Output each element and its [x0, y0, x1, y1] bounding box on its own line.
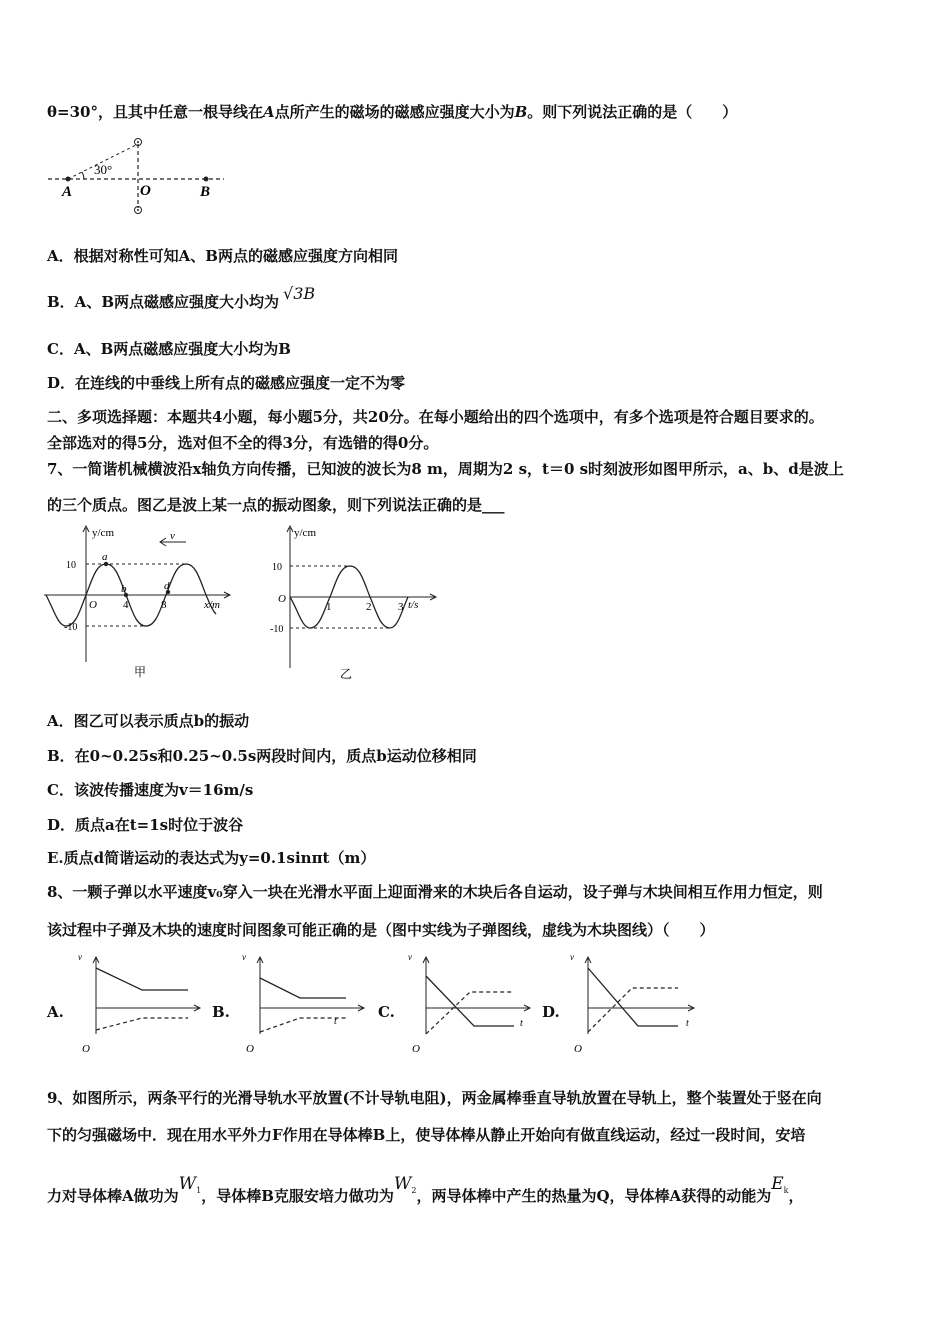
q9-w1-sub: 1 — [196, 1186, 202, 1195]
point-b-label: B — [200, 184, 211, 200]
q6-stem — [47, 102, 737, 122]
q9-w2: W — [393, 1174, 412, 1194]
section2-line2: 全部选对的得5分，选对但不全的得3分，有选错的得0分。 — [47, 434, 439, 452]
q7-option-b: B．在0~0.25s和0.25~0.5s两段时间内，质点b运动位移相同 — [47, 747, 477, 765]
q8-label-a: A. — [47, 1003, 64, 1021]
q6-stem-text: θ=30°，且其中任意一根导线在 — [47, 103, 263, 121]
jia-origin: O — [89, 599, 97, 611]
yi-tick-m10: -10 — [270, 624, 284, 635]
q9-line3-d: ， — [788, 1187, 804, 1205]
q8-label-c: C. — [378, 1003, 395, 1021]
qd-t-label: t — [686, 1018, 689, 1029]
q8-graph-c — [402, 948, 537, 1058]
yi-xlabel: t/s — [408, 599, 419, 611]
yi-tick-1: 1 — [326, 601, 332, 613]
yi-tick-2: 2 — [366, 601, 372, 613]
jia-tick-m10: -10 — [64, 622, 78, 633]
q7-figure-jia — [40, 522, 240, 682]
q9-ek: E — [771, 1174, 784, 1194]
q7-option-e: E.质点d简谐运动的表达式为y=0.1sinπt（m） — [47, 849, 376, 867]
point-a: a — [102, 551, 108, 563]
q6-option-b-text: B．A、B两点磁感应强度大小均为 — [47, 293, 279, 311]
q6-option-c: C．A、B两点磁感应强度大小均为B — [47, 340, 291, 358]
jia-tick-4: 4 — [123, 599, 129, 611]
qb-v-label: v — [242, 952, 246, 962]
q6-option-b — [47, 284, 316, 312]
q8-graph-a — [70, 948, 205, 1058]
qb-t-label: t — [334, 1016, 337, 1027]
q6-stem-point: A — [262, 103, 275, 121]
q9-line3-c: ，两导体棒中产生的热量为Q，导体棒A获得的动能为 — [416, 1187, 772, 1205]
velocity-label: v — [170, 530, 175, 542]
qd-v-label: v — [570, 952, 574, 962]
qc-t-label: t — [520, 1018, 523, 1029]
yi-caption: 乙 — [340, 667, 353, 681]
qc-o-label: O — [412, 1043, 420, 1055]
jia-ylabel: y/cm — [92, 527, 114, 539]
q9-line2: 下的匀强磁场中．现在用水平外力F作用在导体棒B上，使导体棒从静止开始向有做直线运动，经过一段时间，安培 — [47, 1126, 806, 1144]
yi-tick-3: 3 — [398, 601, 404, 613]
q7-option-c: C．该波传播速度为v＝16m/s — [47, 781, 254, 799]
q6-option-d: D．在连线的中垂线上所有点的磁感应强度一定不为零 — [47, 374, 406, 392]
q7-option-a: A．图乙可以表示质点b的振动 — [47, 712, 250, 730]
q6-stem-text2: 点所产生的磁场的磁感应强度大小为 — [274, 103, 515, 121]
section2-line1: 二、多项选择题：本题共4小题，每小题5分，共20分。在每小题给出的四个选项中，有多个选项是符合题目要求的。 — [47, 408, 824, 426]
q6-stem-text3: 。则下列说法正确的是（ ） — [527, 103, 738, 121]
q8-line2: 该过程中子弹及木块的速度时间图象可能正确的是（图中实线为子弹图线，虚线为木块图线）（ ） — [47, 921, 715, 939]
q8-graph-b — [236, 948, 371, 1058]
q7-figure-yi — [268, 522, 448, 682]
q6-stem-b: B — [514, 103, 528, 121]
q8-graph-d — [566, 948, 701, 1058]
point-a-label: A — [62, 184, 73, 200]
q6-option-a: A．根据对称性可知A、B两点的磁感应强度方向相同 — [47, 247, 398, 265]
q8-line1: 8、一颗子弹以水平速度v₀穿入一块在光滑水平面上迎面滑来的木块后各自运动，设子弹与木块间相互作用力恒定，则 — [47, 883, 823, 901]
qa-v-label: v — [78, 952, 82, 962]
qd-o-label: O — [574, 1043, 582, 1055]
q6-figure — [40, 132, 240, 222]
q8-label-b: B. — [212, 1003, 230, 1021]
jia-tick-10: 10 — [66, 560, 76, 571]
yi-origin: O — [278, 593, 286, 605]
qb-o-label: O — [246, 1043, 254, 1055]
q9-ek-sub: k — [783, 1186, 789, 1195]
qa-o-label: O — [82, 1043, 90, 1055]
q9-line3 — [47, 1174, 804, 1209]
q7-line2: 的三个质点。图乙是波上某一点的振动图象，则下列说法正确的是___ — [47, 496, 505, 514]
qc-v-label: v — [408, 952, 412, 962]
q9-line1: 9、如图所示，两条平行的光滑导轨水平放置(不计导轨电阻)，两金属棒垂直导轨放置在导轨上，整个装置处于竖在向 — [47, 1089, 822, 1107]
q8-label-d: D. — [542, 1003, 560, 1021]
yi-tick-10: 10 — [272, 562, 282, 573]
q9-w2-sub: 2 — [411, 1186, 417, 1195]
q6-option-b-math: √3B — [283, 284, 316, 303]
point-d: d — [164, 580, 170, 592]
q9-line3-b: ，导体棒B克服安培力做功为 — [201, 1187, 394, 1205]
jia-tick-8: 8 — [161, 599, 167, 611]
yi-ylabel: y/cm — [294, 527, 316, 539]
angle-label: 30° — [94, 162, 113, 177]
jia-xlabel: x/m — [204, 599, 220, 611]
q9-line3-a: 力对导体棒A做功为 — [47, 1187, 179, 1205]
point-b: b — [121, 583, 127, 595]
jia-caption: 甲 — [134, 665, 147, 679]
q9-w1: W — [178, 1174, 197, 1194]
q7-line1: 7、一简谐机械横波沿x轴负方向传播，已知波的波长为8 m，周期为2 s，t＝0 s时刻波形如图甲所示，a、b、d是波上 — [47, 460, 844, 478]
q7-option-d: D．质点a在t=1s时位于波谷 — [47, 816, 244, 834]
point-o-label: O — [140, 183, 151, 199]
